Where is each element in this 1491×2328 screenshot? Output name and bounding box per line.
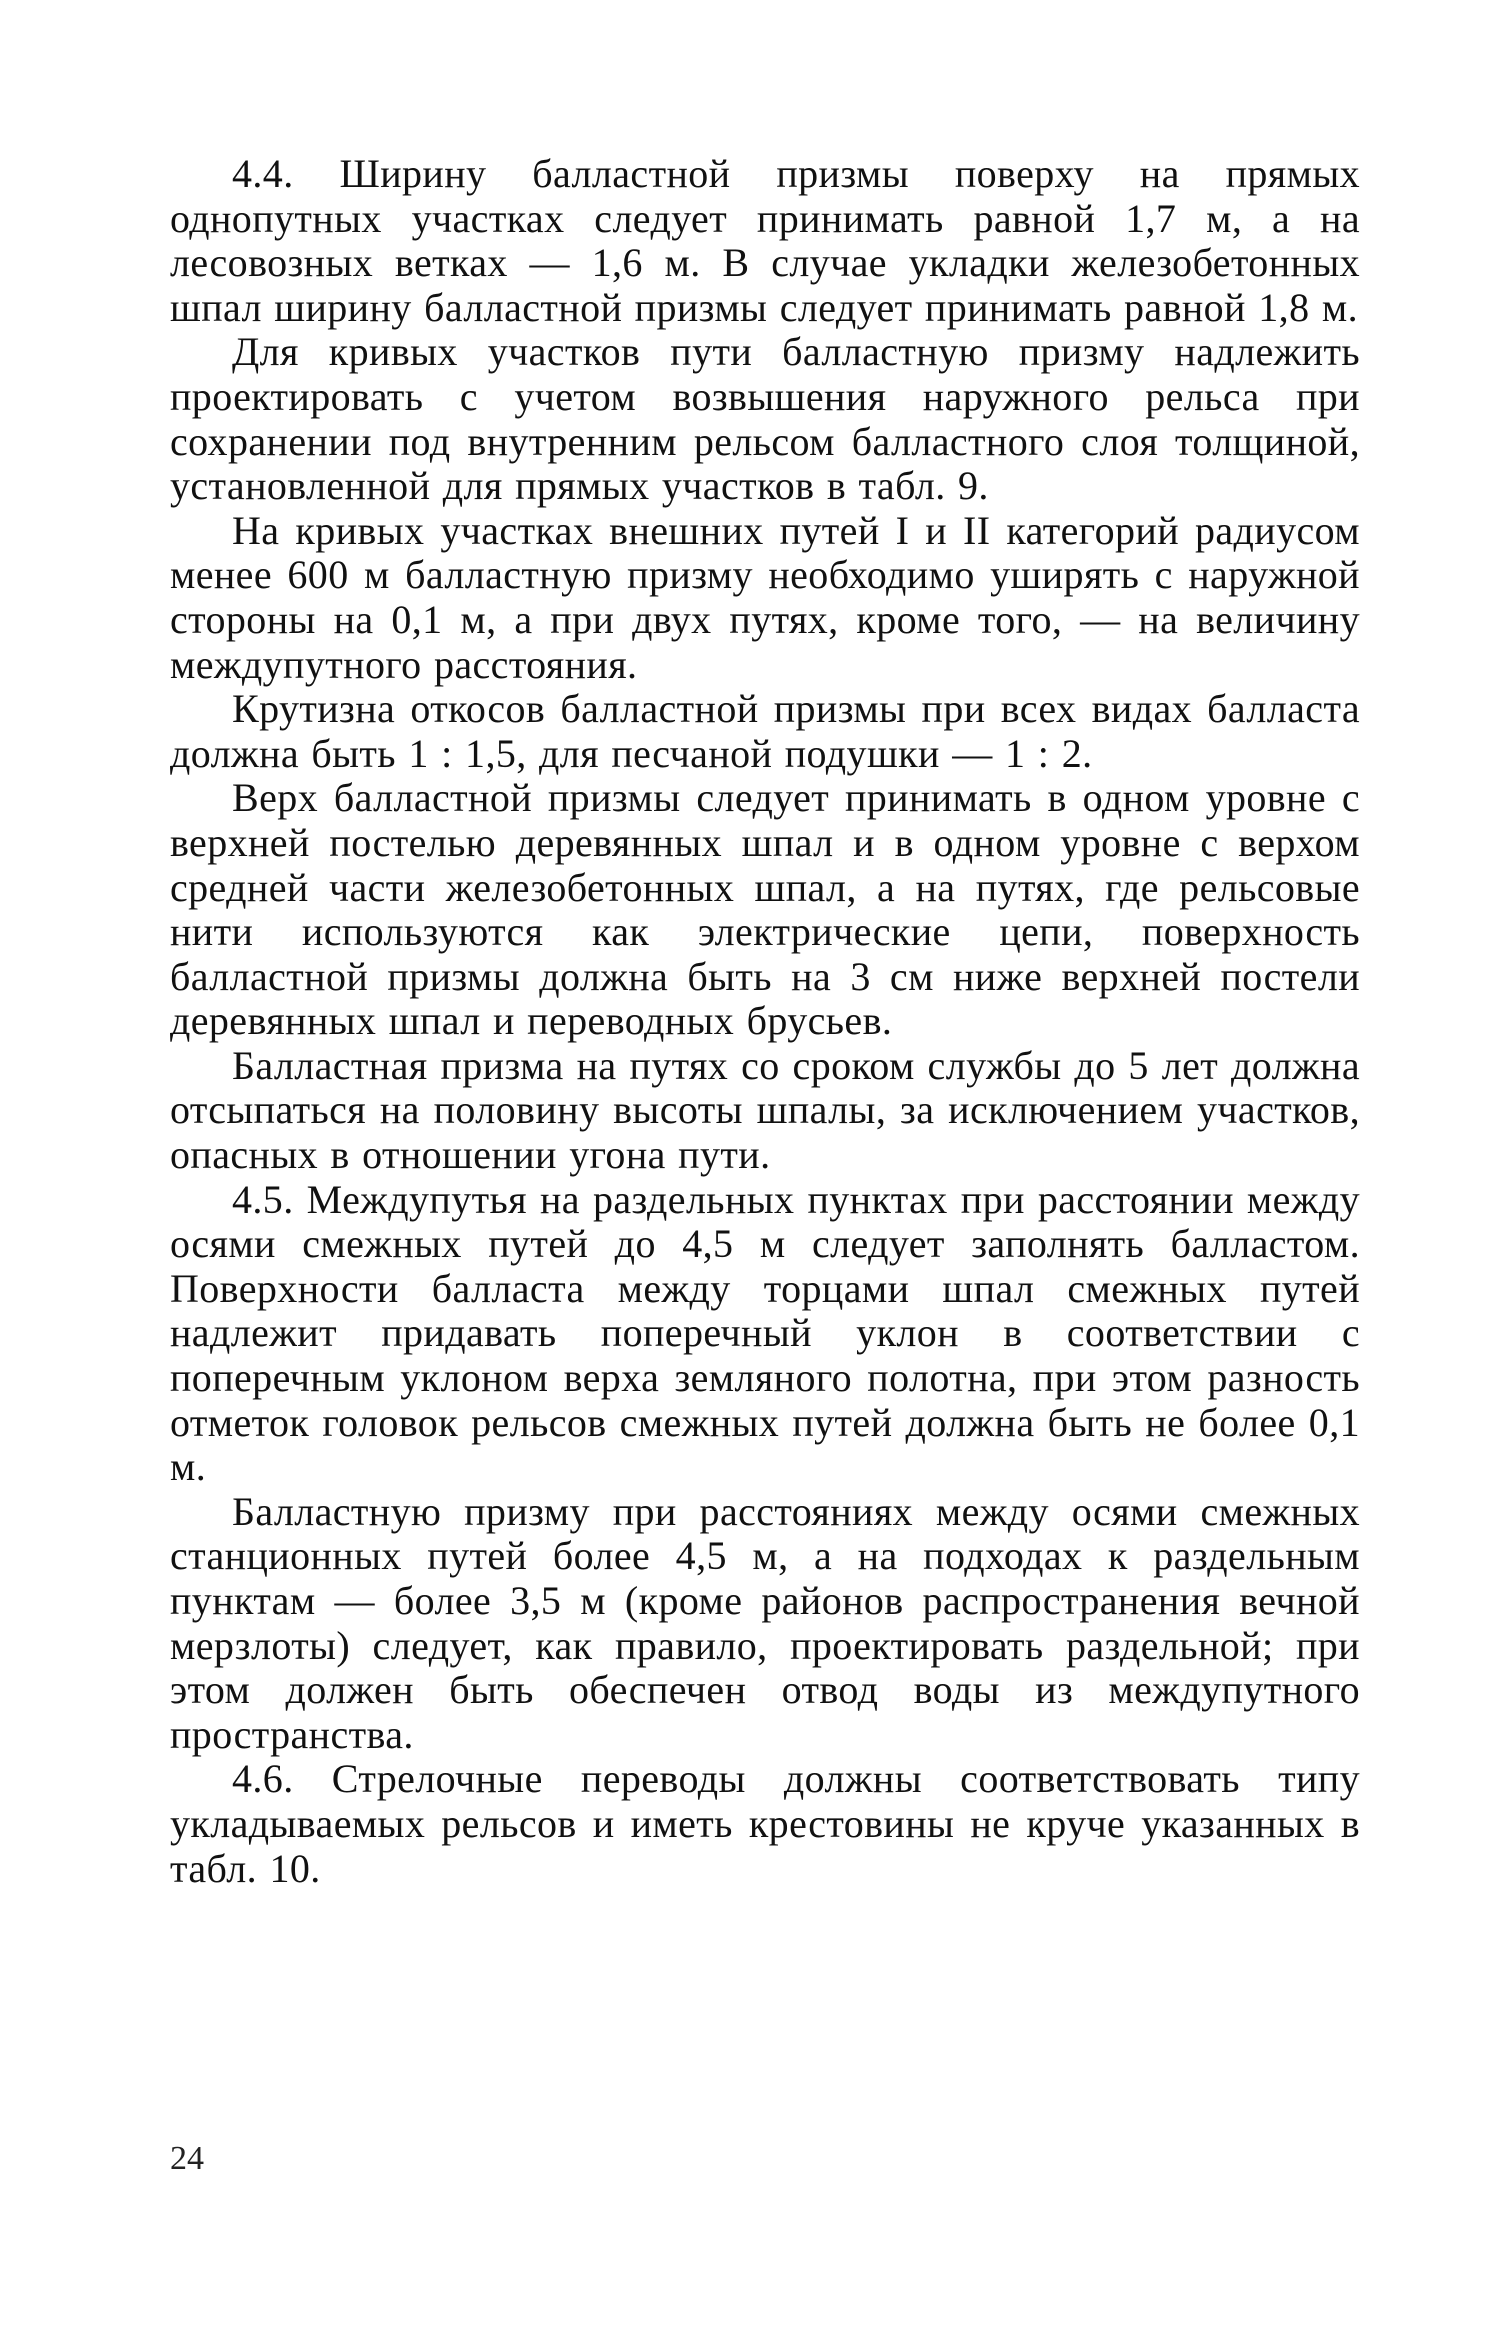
paragraph-curve-widening: На кривых участках внешних путей I и II категорий радиусом менее 600 м балластную призму необходимо уширять с наружной стороны на 0,1 м, а при двух путях, кроме того, — на величину междупутного расстояния. (170, 507, 1360, 687)
paragraph-4-6-switches: 4.6. Стрелочные переводы должны соответствовать типу укладываемых рельсов и иметь крестовины не круче указанных в табл. 10. (170, 1756, 1360, 1891)
paragraph-4-4-ballast-width: 4.4. Ширину балластной призмы поверху на прямых однопутных участках следует принимать равной 1,7 м, а на лесовозных ветках — 1,6 м. В случае укладки железобетонных шпал ширину балластной призмы следует принимать равной 1,8 м. (170, 151, 1360, 330)
paragraph-short-service-tracks: Балластная призма на путях со сроком службы до 5 лет должна отсыпаться на половину высоты шпалы, за исключением участков, опасных в отношении угона пути. (170, 1042, 1360, 1178)
page-number: 24 (170, 2140, 204, 2177)
paragraph-ballast-top-level: Верх балластной призмы следует принимать в одном уровне с верхней постелью деревянных шпал и в одном уровне с верхом средней части железобетонных шпал, а на путях, где рельсовые нити используются как электрические цепи, поверхность балластной призмы должна быть на 3 см ниже верхней постели деревянных шпал и переводных брусьев. (170, 775, 1360, 1044)
paragraph-curved-sections: Для кривых участков пути балластную призму надлежить проектировать с учетом возвышения наружного рельса при сохранении под внутренним рельсом балластного слоя толщиной, установленной для прямых участков в табл. 9. (170, 329, 1360, 509)
paragraph-separate-prism: Балластную призму при расстояниях между осями смежных станционных путей более 4,5 м, а на подходах к раздельным пунктам — более 3,5 м (кроме районов распространения вечной мерзлоты) следует, как правило, проектировать раздельной; при этом должен быть обеспечен отвод воды из междупутного пространства. (170, 1488, 1360, 1757)
paragraph-slope-steepness: Крутизна откосов балластной призмы при всех видах балласта должна быть 1 : 1,5, для песчаной подушки — 1 : 2. (170, 686, 1360, 776)
paragraph-4-5-interspace: 4.5. Междупутья на раздельных пунктах при расстоянии между осями смежных путей до 4,5 м следует заполнять балластом. Поверхности балласта между торцами шпал смежных путей надлежит придавать поперечный уклон в соответствии с поперечным уклоном верха земляного полотна, при этом разность отметок головок рельсов смежных путей должна быть не более 0,1 м. (170, 1176, 1360, 1490)
document-body (170, 152, 1360, 1891)
